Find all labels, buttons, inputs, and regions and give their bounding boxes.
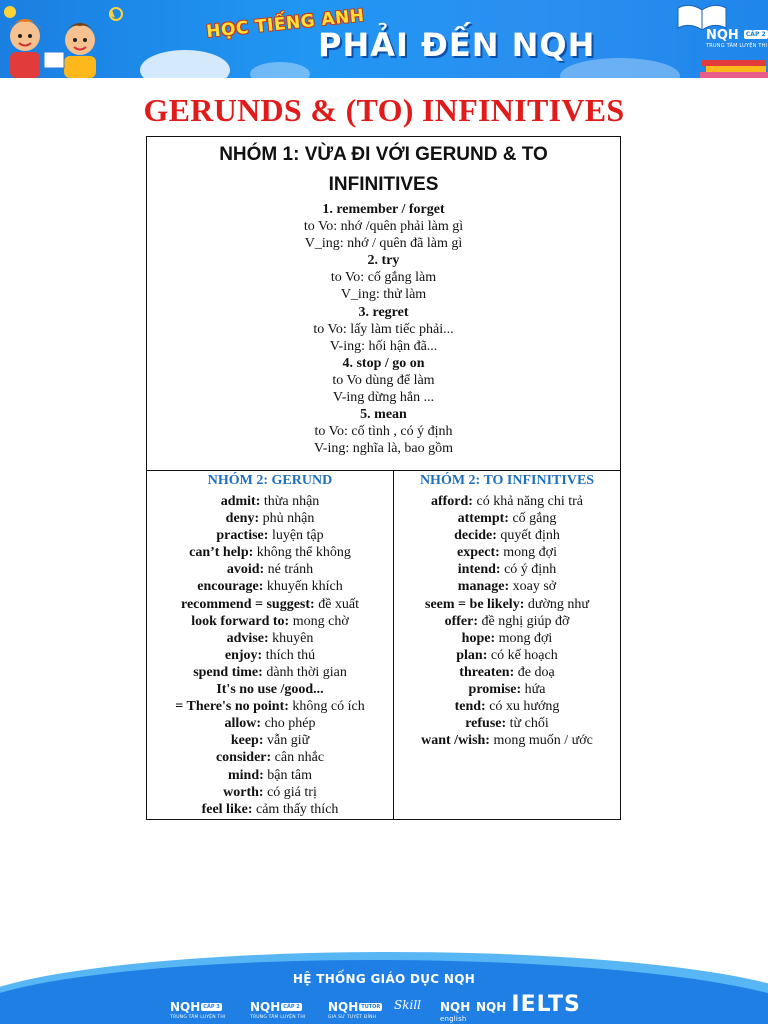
vocab-term: enjoy: [224,647,263,663]
vocab-term: intend: [457,562,501,578]
group1-to-meaning: to Vo: nhớ /quên phải làm gì [303,219,464,235]
vocab-row [147,698,393,715]
vocab-row [147,561,393,578]
brand-name: NQH [440,1000,471,1014]
vocab-row [147,630,393,647]
vocab-term: manage: [457,579,510,595]
group1-heading [147,140,620,200]
vocab-meaning: có kế hoạch [487,647,558,663]
group1-ing-meaning: V_ing: thử làm [340,287,427,303]
brand-sub: english [440,1015,467,1023]
vocab-term: It's no use /good... [216,682,324,698]
vocab-row [147,801,393,818]
vocab-term: expect: [457,545,500,561]
group1-verb: 5. mean [360,407,407,423]
vocab-row [147,664,393,681]
footer-banner [0,944,768,1024]
vocab-meaning: mong đợi [499,545,557,561]
vocab-row [394,493,620,510]
vocab-row [147,578,393,595]
vocab-term: promise: [468,682,522,698]
brand-ielts: IELTS [511,992,581,1017]
slogan-top: HỌC TIẾNG ANH [205,5,366,43]
vocab-meaning: khuyên [268,630,314,646]
vocab-meaning: thừa nhận [260,494,320,509]
vocab-meaning: hứa [521,682,546,698]
brand-sub: TRUNG TÂM LUYỆN THI [250,1015,306,1020]
vocab-row [147,544,393,561]
brand-sub: TRUNG TÂM LUYỆN THI [170,1015,226,1020]
vocab-row [394,664,620,681]
group1-cell [147,137,620,471]
group1-verb: 3. regret [358,304,409,320]
vocab-term: worth: [223,784,264,800]
brand-nqh-ielts [476,992,581,1017]
footer-title: HỆ THỐNG GIÁO DỤC NQH [292,972,476,986]
vocab-row [394,578,620,595]
vocab-row [147,784,393,801]
kids-illustration [0,0,130,78]
vocab-row [394,527,620,544]
vocab-row [147,767,393,784]
brand-badge: CẤP 2 [283,1003,300,1010]
vocab-meaning: cố gắng [508,511,557,527]
gerund-heading: NHÓM 2: GERUND [207,473,333,488]
page-title: GERUNDS & (TO) INFINITIVES [143,92,625,128]
vocab-meaning: cho phép [261,716,316,732]
vocab-term: consider: [215,750,272,766]
slogan-main: PHẢI ĐẾN NQH [318,26,596,64]
group1-to-meaning: to Vo dùng để làm [332,372,435,388]
brand-name: NQH [476,1000,507,1014]
brand-nqh-english [440,996,470,1023]
group1-ing-meaning: V-ing: nghĩa là, bao gồm [313,441,454,457]
vocab-term: look forward to: [191,613,290,629]
group1-ing-meaning: V_ing: nhớ / quên đã làm gì [304,236,463,252]
logo-name: NQH [706,28,739,43]
vocab-meaning: cảm thấy thích [252,801,339,817]
brand-badge: TUTOR [361,1003,381,1010]
vocab-term: admit: [220,494,261,509]
vocab-meaning: mong đợi [495,630,553,646]
vocab-term: seem = be likely: [425,596,525,612]
vocab-meaning: xoay sở [509,579,557,595]
vocab-term: plan: [456,647,488,663]
group1-ing-meaning: V-ing dừng hẳn ... [332,390,435,406]
grammar-table [146,136,621,820]
vocab-row [394,715,620,732]
vocab-row [147,732,393,749]
vocab-term: offer: [444,613,478,629]
vocab-row [394,630,620,647]
vocab-row [394,510,620,527]
brand-nqh-tutor [328,996,382,1020]
group1-heading-line2: INFINITIVES [328,174,439,195]
vocab-term: advise: [226,630,269,646]
vocab-term: = There's no point: [175,699,289,715]
group1-items [147,201,620,457]
vocab-term: hope: [461,630,496,646]
vocab-meaning: có xu hướng [485,699,560,715]
vocab-meaning: dường như [524,596,589,612]
vocab-row [394,596,620,613]
vocab-row [147,681,393,698]
logo-sub: TRUNG TÂM LUYỆN THI [706,43,768,49]
vocab-term: recommend = suggest: [180,596,315,612]
vocab-term: decide: [454,528,497,544]
vocab-row [394,544,620,561]
brand-name: NQH [328,1000,359,1014]
vocab-meaning: mong muốn / ước [489,733,593,749]
vocab-meaning: mong chờ [289,613,349,629]
vocab-meaning: luyện tập [268,528,324,544]
vocab-row [394,613,620,630]
vocab-meaning: dành thời gian [262,664,347,680]
vocab-row [147,596,393,613]
vocab-row [394,647,620,664]
vocab-meaning: có khả năng chi trả [472,494,583,509]
vocab-row [147,493,393,510]
vocab-term: want /wish: [421,733,490,749]
vocab-term: spend time: [193,664,263,680]
brand-nqh-cap2 [250,996,305,1020]
vocab-meaning: từ chối [506,716,549,732]
vocab-term: refuse: [465,716,507,732]
gerund-list [147,493,393,818]
infinitive-heading: NHÓM 2: TO INFINITIVES [419,473,595,488]
group1-verb: 1. remember / forget [322,202,445,217]
vocab-meaning: đe doạ [514,664,555,680]
vocab-meaning: quyết định [496,528,560,544]
vocab-term: encourage: [197,579,264,595]
group1-to-meaning: to Vo: cố tình , có ý định [314,424,453,440]
brand-sub: GIA SƯ TUYỆT ĐỈNH [328,1015,377,1020]
vocab-term: allow: [224,716,262,732]
infinitive-column [394,471,620,819]
group1-to-meaning: to Vo: cố gắng làm [330,270,437,286]
vocab-term: avoid: [226,562,265,578]
vocab-term: can’t help: [189,545,254,561]
books-stack-icon [700,58,768,78]
brand-name: NQH [170,1000,201,1014]
vocab-row [394,681,620,698]
vocab-term: deny: [225,511,260,527]
gerund-column [147,471,394,819]
brand-nqh-cap3 [170,996,225,1020]
group1-ing-meaning: V-ing: hối hận đã... [329,338,438,354]
group1-to-meaning: to Vo: lấy làm tiếc phải... [313,321,454,337]
vocab-meaning: không có ích [288,699,365,715]
vocab-meaning: vẫn giữ [263,733,310,749]
vocab-term: tend: [454,699,486,715]
vocab-meaning: phủ nhận [259,511,315,527]
nqh-logo [706,24,768,49]
group1-verb: 4. stop / go on [342,355,425,371]
vocab-row [394,561,620,578]
vocab-meaning: né tránh [264,562,314,578]
vocab-row [147,510,393,527]
brand-name: Skill [394,998,422,1012]
vocab-meaning: không thể không [253,545,351,561]
vocab-row [147,749,393,766]
brand-badge: CẤP 3 [203,1003,220,1010]
vocab-row [147,613,393,630]
brand-name: NQH [250,1000,281,1014]
vocab-term: practise: [216,528,269,544]
footer-brands [170,992,590,1023]
vocab-row [147,527,393,544]
vocab-term: keep: [230,733,264,749]
vocab-meaning: thích thú [262,647,316,663]
logo-badge: CẤP 2 [745,31,766,38]
vocab-meaning: có giá trị [263,784,317,800]
vocab-row [147,715,393,732]
header-banner [0,0,768,78]
vocab-meaning: đề xuất [314,596,360,612]
vocab-term: threaten: [459,664,515,680]
vocab-meaning: cân nhắc [271,750,325,766]
group1-heading-line1: NHÓM 1: VỪA ĐI VỚI GERUND & TO [219,144,548,165]
vocab-row [147,647,393,664]
vocab-term: attempt: [457,511,509,527]
vocab-row [394,698,620,715]
vocab-meaning: đề nghị giúp đỡ [478,613,570,629]
vocab-row [394,732,620,749]
vocab-term: mind: [227,767,264,783]
vocab-meaning: có ý định [500,562,557,578]
infinitive-list [394,493,620,749]
group1-verb: 2. try [367,253,400,269]
vocab-term: afford: [430,494,473,509]
vocab-term: feel like: [201,801,253,817]
vocab-meaning: khuyến khích [263,579,343,595]
brand-skill [394,998,421,1012]
vocab-meaning: bận tâm [263,767,312,783]
